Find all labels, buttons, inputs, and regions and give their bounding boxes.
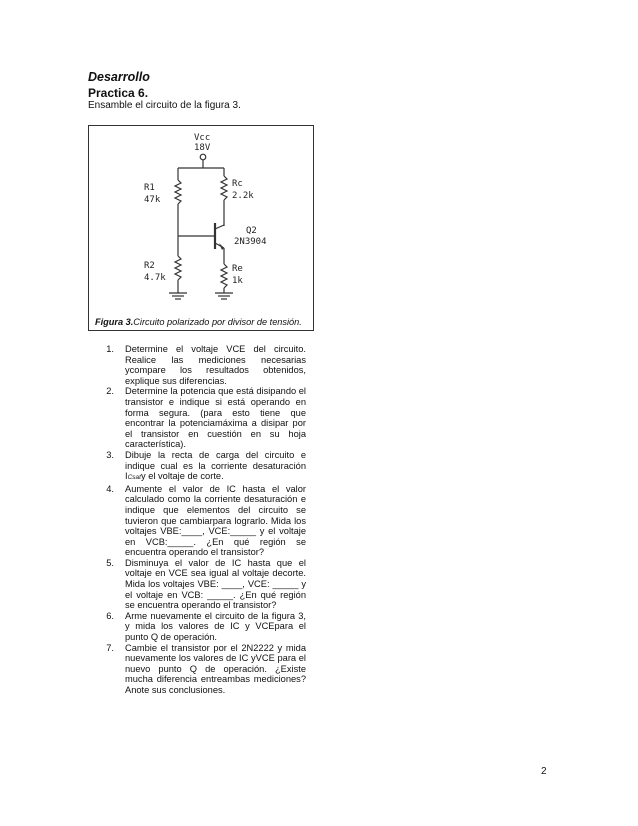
q2-label: Q2 [246,226,257,236]
caption-prefix: Figura 3. [95,317,134,327]
list-item: 7. Cambie el transistor por el 2N2222 y mida nuevamente los valores de IC yVCE para el nuevo punto Q de operación. ¿Existe mucha diferencia entreambas mediciones? Anote sus conclusiones. [106,642,306,695]
re-label: Re [232,264,243,274]
caption-text: Circuito polarizado por divisor de tensión. [133,317,302,327]
circuit-diagram [89,126,315,316]
r1-resistor [175,180,181,204]
rc-value: 2.2k [232,191,254,201]
list-item: 1. Determine el voltaje VCE del circuito. Realice las mediciones necesarias ycompare los resultados obtenidos, explique sus diferencias. [106,344,306,386]
list-item: 2. Determine la potencia que está disipando el transistor e indique si está operando en forma segura. (para esto tiene que encontrar la potenciamáxima a disipar por el transistor en cuestión en su hoja característica). [106,386,306,450]
r2-value: 4.7k [144,273,166,283]
q2-model: 2N3904 [234,237,267,247]
r1-label: R1 [144,183,155,193]
list-item: 6. Arme nuevamente el circuito de la figura 3, y mida los valores de IC y VCEpara el punto Q de operación. [106,610,306,643]
list-item: 3. Dibuje la recta de carga del circuito e indique cual es la corriente desaturación ICsaty el voltaje de corte. [106,449,306,482]
practice-title: Practica 6. [88,86,149,100]
emitter-arrow [219,243,224,250]
re-resistor [221,264,227,288]
vcc-terminal [200,154,206,160]
list-item: 4. Aumente el valor de IC hasta el valor calculado como la corriente desaturación e indique que elementos del circuito se tuvieron que cambiarpara lograrlo. Mida los voltajes VBE:____, VCE:_____ y el voltaje en VCB:_____. ¿En qué región se encuentra operando el transistor? [106,483,306,558]
r2-resistor [175,256,181,280]
section-heading: Desarrollo [88,70,150,84]
instruction-list [92,344,306,696]
rc-label: Rc [232,179,243,189]
r1-value: 47k [144,195,161,205]
rc-resistor [221,176,227,200]
r2-label: R2 [144,261,155,271]
vcc-value: 18V [194,143,211,153]
intro-text: Ensamble el circuito de la figura 3. [88,100,241,111]
re-value: 1k [232,276,243,286]
vcc-label: Vcc [194,133,211,143]
list-item: 5. Disminuya el valor de IC hasta que el voltaje en VCE sea igual al voltaje decorte. Mida los voltajes VBE: ____, VCE: _____ y el voltaje en VCB: _____. ¿En qué región se encuentra operando el transistor? [106,557,306,611]
circuit-figure [88,125,314,331]
page-number: 2 [541,766,547,777]
figure-caption [95,317,302,327]
